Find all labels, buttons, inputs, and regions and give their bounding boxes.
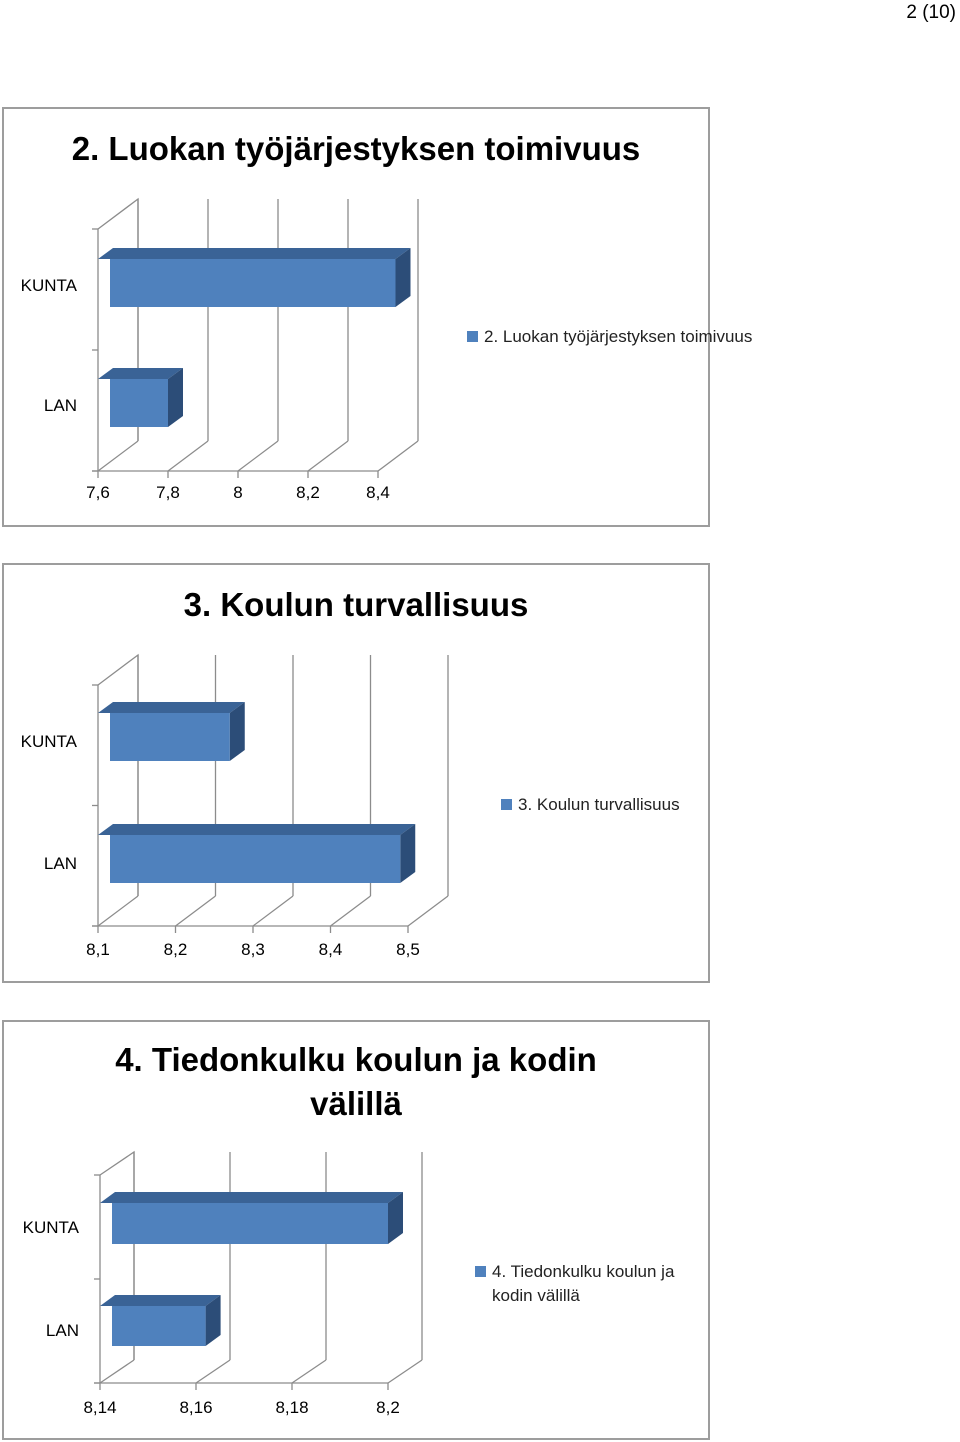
chart-panel-home-school-communication (2, 1020, 710, 1440)
floor-gridline (331, 896, 371, 926)
legend (467, 327, 752, 346)
x-tick-label: 7,6 (86, 483, 110, 502)
floor-gridline (238, 441, 278, 471)
category-label: LAN (43, 854, 77, 873)
floor-gridline (253, 896, 293, 926)
bar-lan (100, 1295, 221, 1346)
legend-label: 4. Tiedonkulku koulun ja (492, 1262, 675, 1281)
bar-lan (98, 824, 415, 883)
legend-swatch (475, 1266, 486, 1277)
bar-front-face (110, 379, 168, 427)
x-tick-label: 8,14 (83, 1398, 117, 1417)
x-tick-label: 8,2 (376, 1398, 400, 1417)
chart-panel-class-schedule (2, 107, 753, 527)
floor-gridline (408, 896, 448, 926)
x-tick-label: 8,4 (318, 940, 343, 959)
x-tick-label: 8,5 (396, 940, 420, 959)
x-tick-label: 8,18 (275, 1398, 309, 1417)
legend-label: kodin välillä (492, 1286, 580, 1305)
bar-kunta (98, 248, 411, 307)
floor-gridline (98, 441, 138, 471)
chart-plot (4, 565, 712, 985)
chart-title: 2. Luokan työjärjestyksen toimivuus (71, 130, 641, 167)
bar-front-face (110, 713, 230, 761)
legend (501, 795, 680, 814)
bar-top-face (98, 702, 245, 713)
floor-gridline (292, 1360, 326, 1383)
category-label: KUNTA (20, 276, 77, 295)
bar-kunta (100, 1192, 403, 1244)
bar-top-face (98, 824, 415, 835)
bar-front-face (112, 1306, 206, 1346)
floor-gridline (176, 896, 216, 926)
floor-gridline (378, 441, 418, 471)
floor-gridline (388, 1360, 422, 1383)
category-label: KUNTA (22, 1218, 79, 1237)
chart-panel-school-safety (2, 563, 710, 983)
chart-title: 3. Koulun turvallisuus (183, 586, 529, 623)
x-tick-label: 8,16 (179, 1398, 213, 1417)
bar-front-face (110, 259, 396, 307)
legend-label: 2. Luokan työjärjestyksen toimivuus (484, 327, 753, 346)
x-tick-label: 8 (233, 483, 243, 502)
bar-kunta (98, 702, 245, 761)
x-tick-label: 8,2 (296, 483, 320, 502)
page-number: 2 (10) (906, 2, 956, 23)
legend-swatch (467, 331, 478, 342)
bar-top-face (100, 1192, 403, 1203)
bar-top-face (100, 1295, 221, 1306)
bar-lan (98, 368, 183, 427)
floor-gridline (98, 896, 138, 926)
bar-top-face (98, 248, 411, 259)
chart-plot (4, 109, 753, 529)
floor-gridline (308, 441, 348, 471)
category-label: LAN (45, 1321, 79, 1340)
x-tick-label: 8,2 (163, 940, 188, 959)
category-label: KUNTA (20, 732, 77, 751)
x-tick-label: 7,8 (156, 483, 180, 502)
legend-swatch (501, 799, 512, 810)
x-tick-label: 8,4 (366, 483, 390, 502)
floor-gridline (168, 441, 208, 471)
floor-gridline (100, 1360, 134, 1383)
chart-plot (4, 1022, 712, 1442)
category-label: LAN (43, 396, 77, 415)
bar-front-face (112, 1203, 388, 1244)
x-tick-label: 8,3 (241, 940, 265, 959)
floor-gridline (196, 1360, 230, 1383)
x-tick-label: 8,1 (86, 940, 110, 959)
chart-title: 4. Tiedonkulku koulun ja kodin välillä (115, 1041, 597, 1122)
legend-label: 3. Koulun turvallisuus (518, 795, 680, 814)
bar-front-face (110, 835, 400, 883)
legend (475, 1262, 675, 1305)
